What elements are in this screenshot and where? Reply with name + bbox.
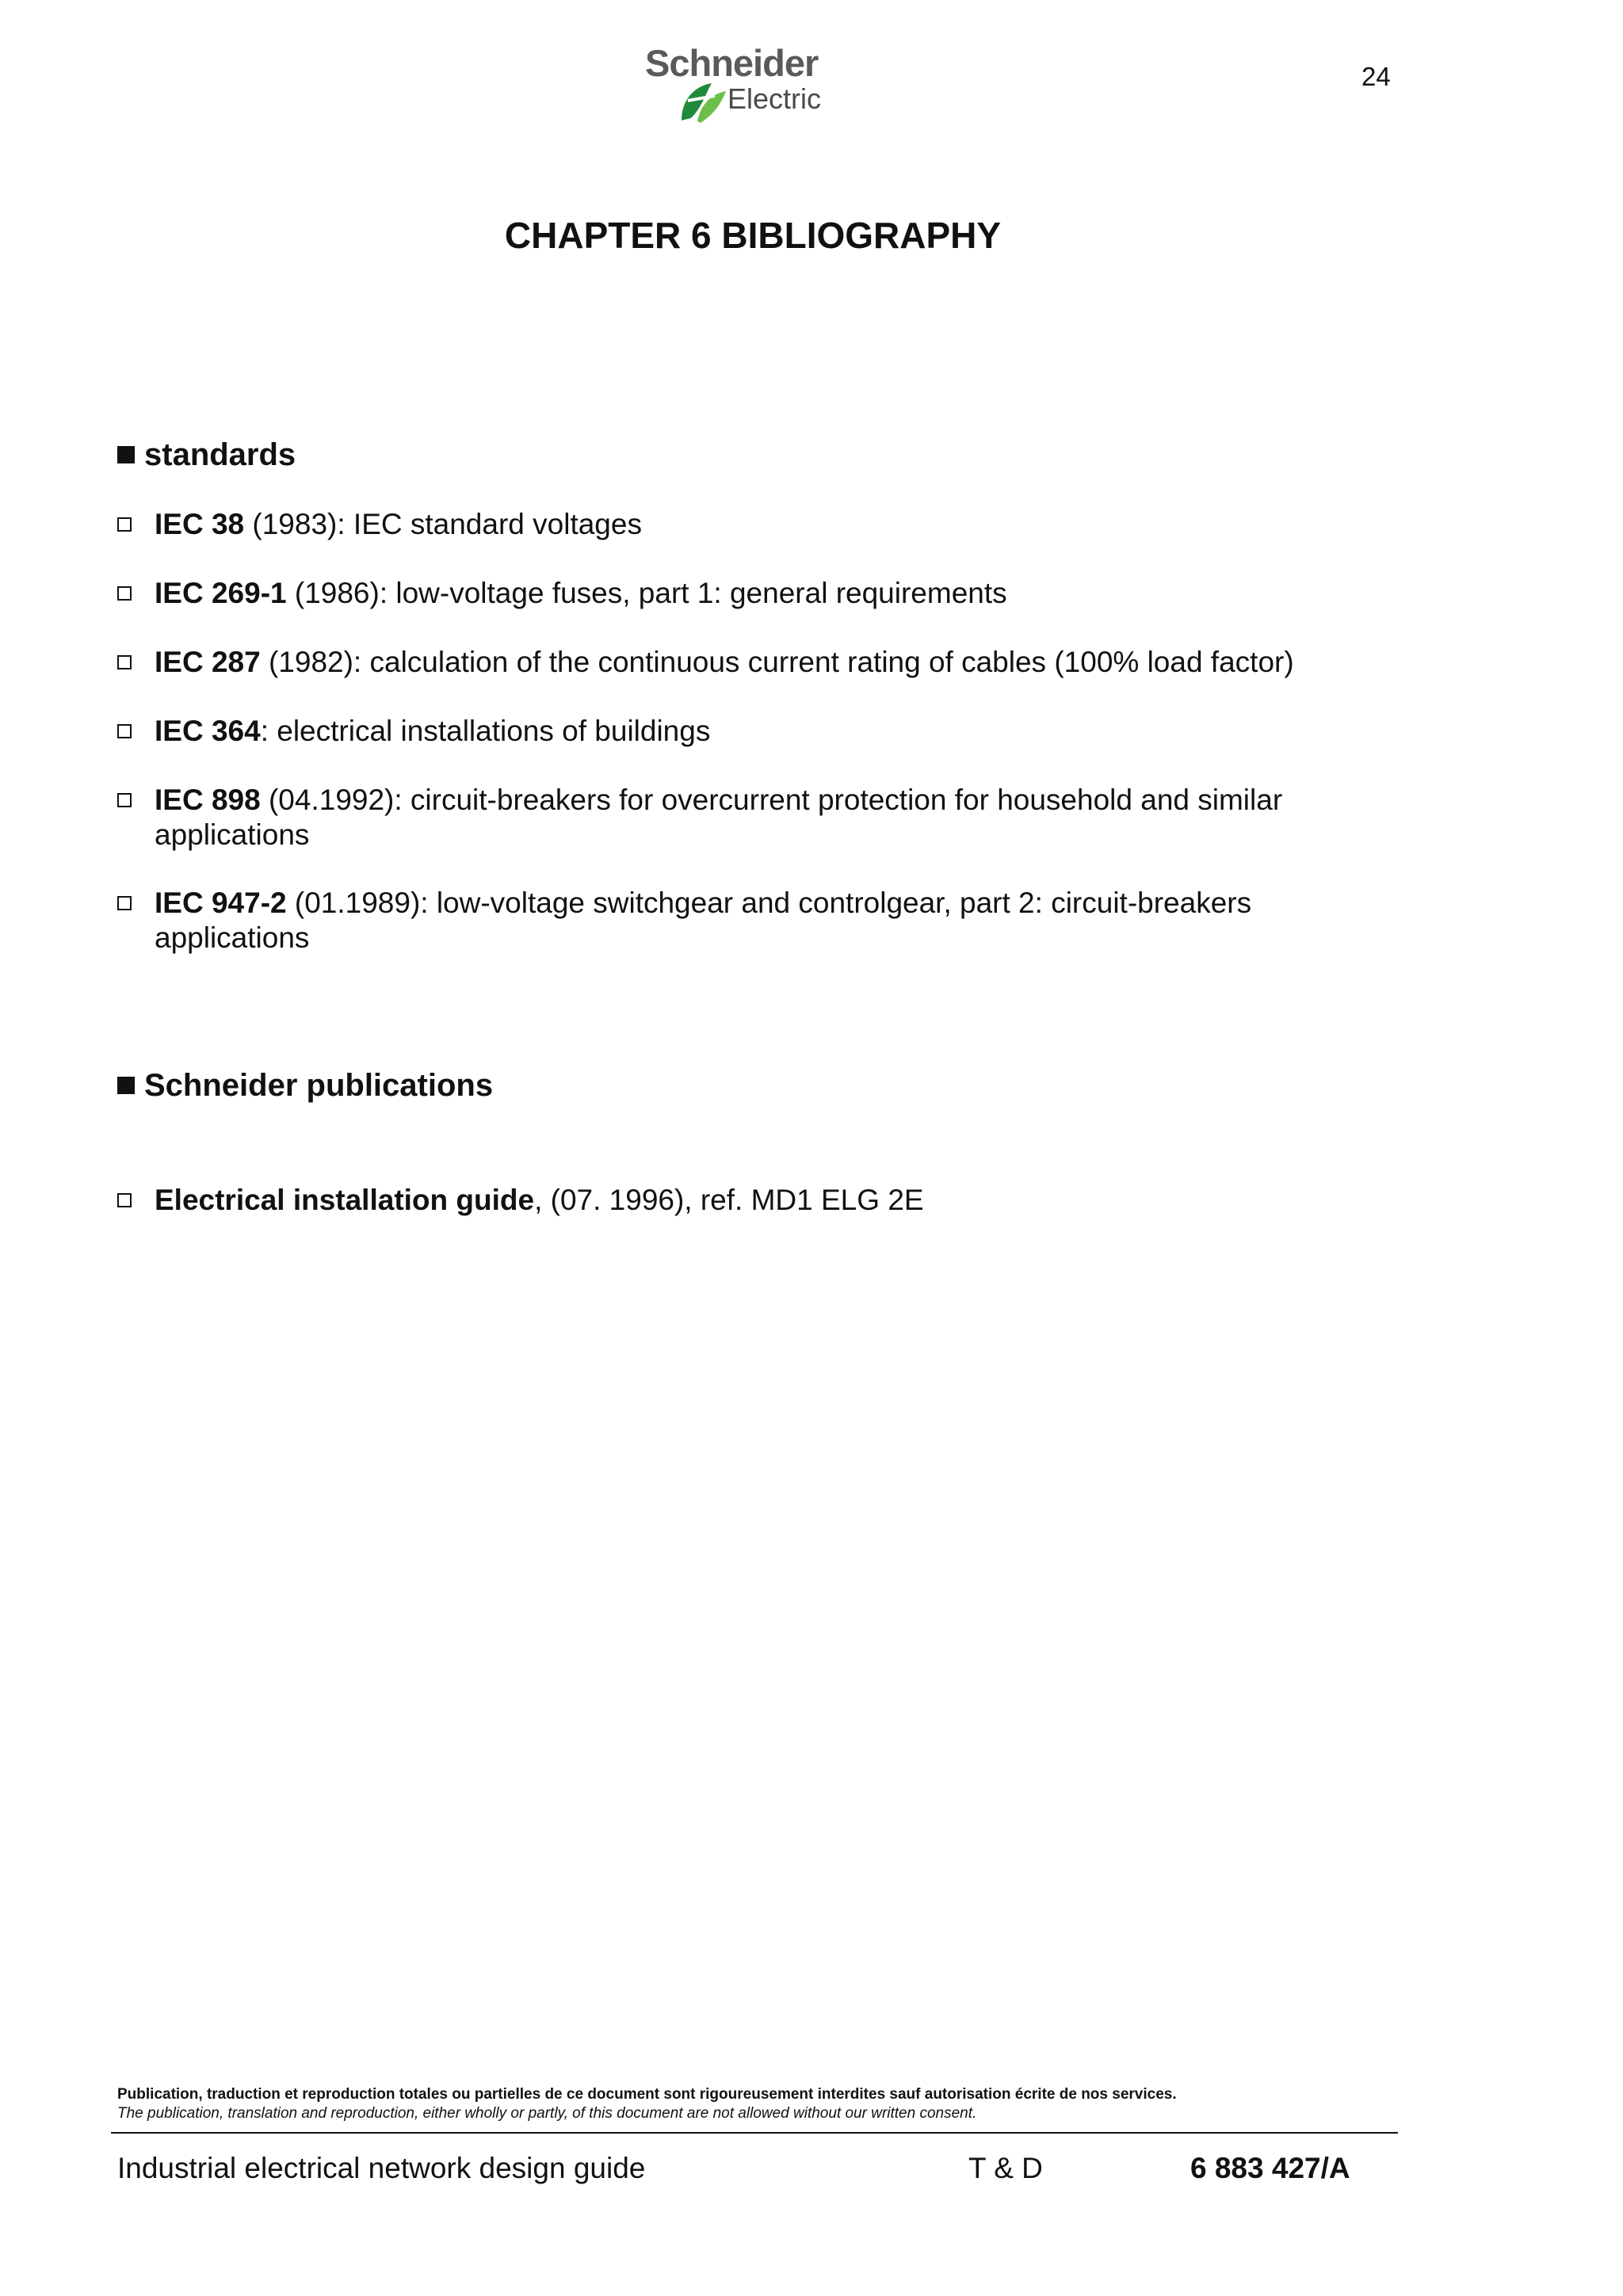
- bibliography-entry: [117, 714, 1385, 749]
- entry-ref: IEC 898: [155, 784, 261, 816]
- hollow-square-bullet-icon: [117, 586, 132, 601]
- hollow-square-bullet-icon: [117, 517, 132, 532]
- entry-ref: Electrical installation guide: [155, 1184, 535, 1216]
- section-heading-schneider-publications: Schneider publications: [117, 1068, 493, 1104]
- hollow-square-bullet-icon: [117, 1193, 132, 1207]
- entry-desc: (1986): low-voltage fuses, part 1: general requirements: [286, 577, 1007, 609]
- bibliography-entry: [117, 886, 1338, 955]
- bibliography-entry: [117, 1183, 1385, 1218]
- footer-department: T & D: [968, 2152, 1043, 2184]
- hollow-square-bullet-icon: [117, 896, 132, 910]
- bibliography-entry: [117, 507, 1385, 542]
- entry-ref: IEC 947-2: [155, 887, 287, 919]
- copyright-notice-french: Publication, traduction et reproduction totales ou partielles de ce document sont rigoureusement interdites sauf autorisation écrite de nos services.: [117, 2086, 1177, 2103]
- copyright-notice: [117, 2085, 1385, 2123]
- hollow-square-bullet-icon: [117, 655, 132, 669]
- entry-desc: , (07. 1996), ref. MD1 ELG 2E: [534, 1184, 924, 1216]
- footer-divider: [111, 2132, 1398, 2134]
- filled-square-bullet-icon: [117, 446, 135, 463]
- entry-ref: IEC 287: [155, 646, 261, 678]
- entry-ref: IEC 38: [155, 508, 245, 540]
- filled-square-bullet-icon: [117, 1077, 135, 1094]
- bibliography-entry: [117, 783, 1338, 852]
- entry-desc: (04.1992): circuit-breakers for overcurrent protection for household and similar applications: [155, 784, 1283, 851]
- bibliography-entry: [117, 576, 1385, 611]
- copyright-notice-english: The publication, translation and reproduction, either wholly or partly, of this document are not allowed without our written consent.: [117, 2105, 977, 2122]
- logo-wordmark: Schneider: [645, 42, 819, 84]
- entry-ref: IEC 269-1: [155, 577, 287, 609]
- hollow-square-bullet-icon: [117, 724, 132, 738]
- page-number: 24: [1361, 62, 1391, 91]
- footer-reference: 6 883 427/A: [1190, 2152, 1350, 2184]
- footer-document-title: Industrial electrical network design guide: [117, 2152, 646, 2184]
- entry-desc: : electrical installations of buildings: [260, 715, 711, 747]
- entry-desc: (01.1989): low-voltage switchgear and controlgear, part 2: circuit-breakers applications: [155, 887, 1252, 954]
- chapter-title: CHAPTER 6 BIBLIOGRAPHY: [504, 215, 1002, 256]
- hollow-square-bullet-icon: [117, 793, 132, 807]
- logo-subword: Electric: [727, 82, 822, 115]
- entry-desc: (1983): IEC standard voltages: [244, 508, 642, 540]
- section-heading-standards: standards: [117, 437, 296, 473]
- schneider-electric-logo: [642, 41, 840, 128]
- entry-ref: IEC 364: [155, 715, 261, 747]
- entry-desc: (1982): calculation of the continuous current rating of cables (100% load factor): [260, 646, 1294, 678]
- bibliography-entry: [117, 645, 1385, 680]
